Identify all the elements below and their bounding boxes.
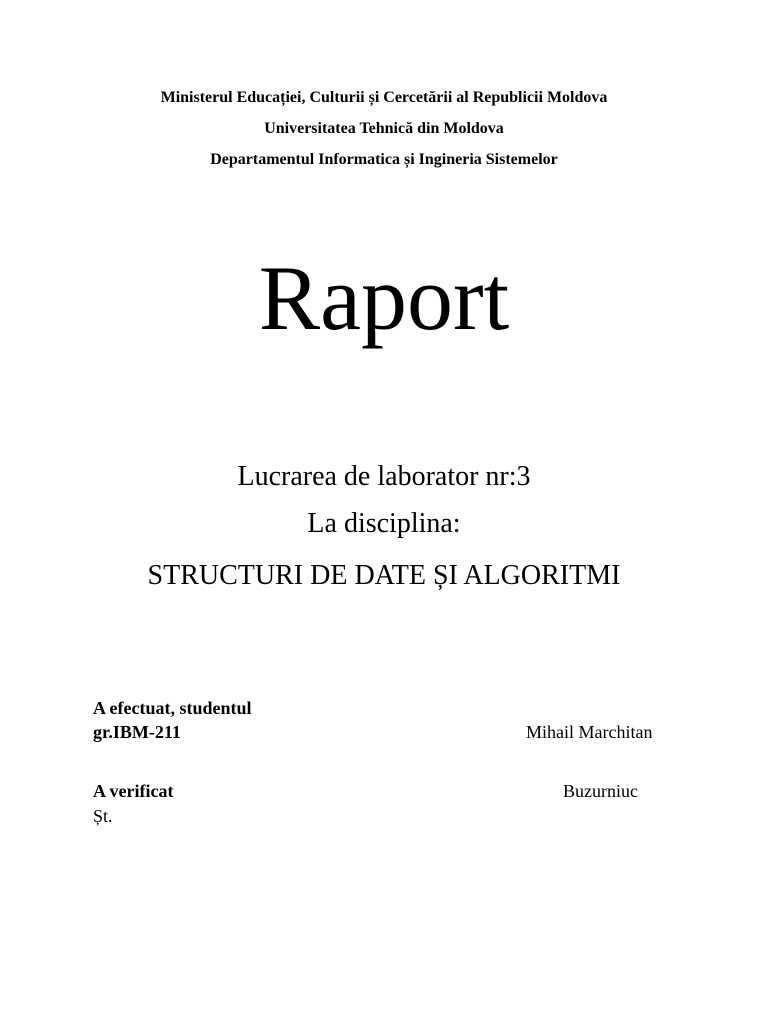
performed-by-label: A efectuat, studentul <box>93 698 252 718</box>
student-name: Mihail Marchitan <box>526 722 653 742</box>
checked-by-label: A verificat <box>93 781 174 801</box>
student-group: gr.IBM-211 <box>93 722 181 742</box>
report-title: Raport <box>258 247 510 349</box>
discipline-label-line: La disciplina: <box>307 508 461 539</box>
teacher-initial: Șt. <box>93 806 113 826</box>
lab-number-line: Lucrarea de laborator nr:3 <box>237 461 531 492</box>
department-line: Departamentul Informatica și Ingineria Sistemelor <box>210 151 558 168</box>
discipline-name-line: STRUCTURI DE DATE ȘI ALGORITMI <box>147 560 621 591</box>
teacher-last-name: Buzurniuc <box>563 781 638 801</box>
university-line: Universitatea Tehnică din Moldova <box>264 120 504 137</box>
ministry-line: Ministerul Educației, Culturii și Cercetării al Republicii Moldova <box>160 89 608 106</box>
